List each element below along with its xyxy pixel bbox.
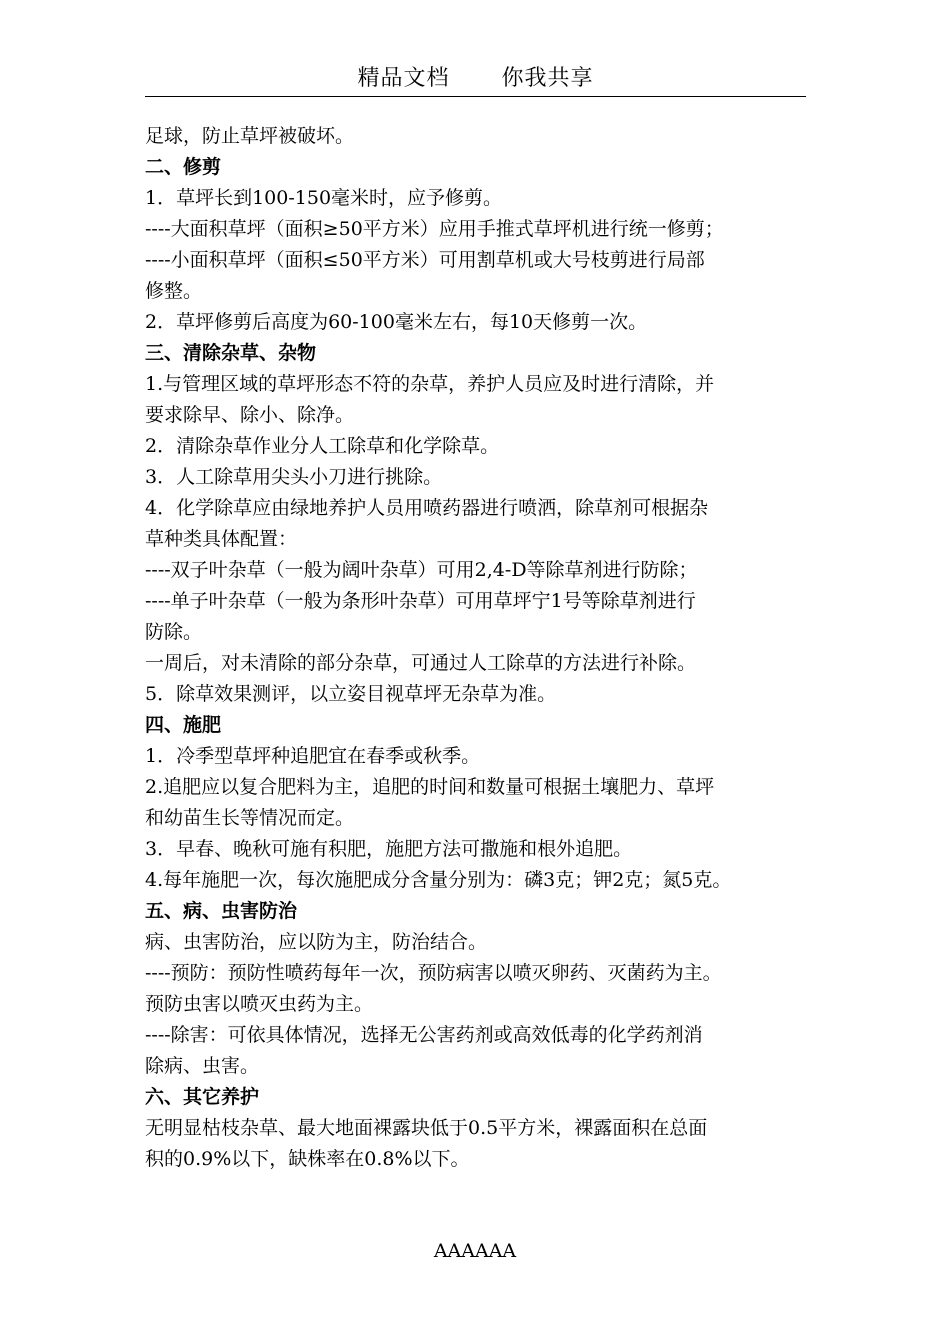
body-text-line: ----预防：预防性喷药每年一次，预防病害以喷灭卵药、灭菌药为主。 xyxy=(145,962,722,984)
document-body xyxy=(145,121,825,1175)
body-text-line: 1.与管理区域的草坪形态不符的杂草，养护人员应及时进行清除，并 xyxy=(145,373,715,395)
body-text-line: 要求除早、除小、除净。 xyxy=(145,404,355,426)
section-heading: 四、施肥 xyxy=(145,714,222,736)
section-heading: 三、清除杂草、杂物 xyxy=(145,342,317,364)
body-text-line: 除病、虫害。 xyxy=(145,1055,260,1077)
body-text-line: 3．人工除草用尖头小刀进行挑除。 xyxy=(145,466,443,488)
header-right-text: 你我共享 xyxy=(501,66,594,91)
body-text-line: 和幼苗生长等情况而定。 xyxy=(145,807,355,829)
header-left-text: 精品文档 xyxy=(357,66,450,91)
body-text-line: ----除害：可依具体情况，选择无公害药剂或高效低毒的化学药剂消 xyxy=(145,1024,703,1046)
body-text-line: ----大面积草坪（面积≥50平方米）应用手推式草坪机进行统一修剪； xyxy=(145,218,724,240)
body-text-line: 4．化学除草应由绿地养护人员用喷药器进行喷洒，除草剂可根据杂 xyxy=(145,497,709,519)
body-text-line: 2．清除杂草作业分人工除草和化学除草。 xyxy=(145,435,500,457)
body-text-line: 2.追肥应以复合肥料为主，追肥的时间和数量可根据土壤肥力、草坪 xyxy=(145,776,715,798)
body-text-line: 2．草坪修剪后高度为60-100毫米左右，每10天修剪一次。 xyxy=(145,311,648,333)
body-text-line: ----小面积草坪（面积≤50平方米）可用割草机或大号枝剪进行局部 xyxy=(145,249,705,271)
body-text-line: ----单子叶杂草（一般为条形叶杂草）可用草坪宁1号等除草剂进行 xyxy=(145,590,696,612)
body-text-line: 5．除草效果测评，以立姿目视草坪无杂草为准。 xyxy=(145,683,557,705)
page-header xyxy=(145,62,806,97)
body-text-line: 4.每年施肥一次，每次施肥成分含量分别为：磷3克；钾2克；氮5克。 xyxy=(145,869,732,891)
body-text-line: 一周后，对未清除的部分杂草，可通过人工除草的方法进行补除。 xyxy=(145,652,697,674)
body-text-line: 足球，防止草坪被破坏。 xyxy=(145,125,355,147)
body-text-line: 防除。 xyxy=(145,621,203,643)
body-text-line: 1．冷季型草坪种追肥宜在春季或秋季。 xyxy=(145,745,481,767)
body-text-line: 无明显枯枝杂草、最大地面裸露块低于0.5平方米，裸露面积在总面 xyxy=(145,1117,708,1139)
section-heading: 五、病、虫害防治 xyxy=(145,900,298,922)
body-text-line: 1．草坪长到100-150毫米时，应予修剪。 xyxy=(145,187,503,209)
body-text-line: 预防虫害以喷灭虫药为主。 xyxy=(145,993,374,1015)
body-text-line: 草种类具体配置： xyxy=(145,528,298,550)
page-footer: AAAAAA xyxy=(433,1240,517,1262)
section-heading: 六、其它养护 xyxy=(145,1086,260,1108)
body-text-line: 修整。 xyxy=(145,280,203,302)
body-text-line: 病、虫害防治，应以防为主，防治结合。 xyxy=(145,931,488,953)
body-text-line: 3．早春、晚秋可施有积肥，施肥方法可撒施和根外追肥。 xyxy=(145,838,633,860)
body-text-line: 积的0.9%以下，缺株率在0.8%以下。 xyxy=(145,1148,470,1170)
body-text-line: ----双子叶杂草（一般为阔叶杂草）可用2,4-D等除草剂进行防除； xyxy=(145,559,698,581)
section-heading: 二、修剪 xyxy=(145,156,222,178)
